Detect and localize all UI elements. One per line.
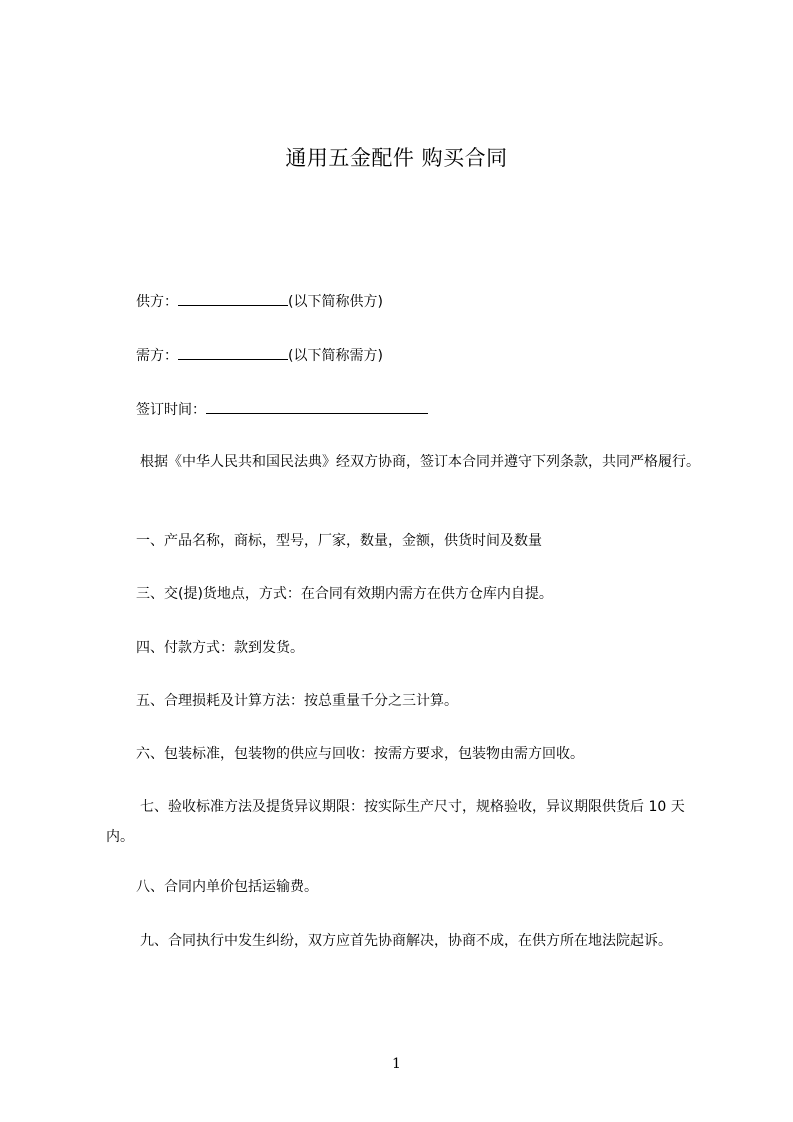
preamble-text: 根据《中华人民共和国民法典》经双方协商，签订本合同并遵守下列条款，共同严格履行。 bbox=[140, 454, 700, 470]
clause-5 bbox=[106, 686, 706, 716]
supplier-label: 供方： bbox=[136, 294, 178, 310]
supplier-blank bbox=[178, 291, 288, 306]
clause-6 bbox=[106, 739, 706, 769]
clause-text: 三、交(提)货地点，方式：在合同有效期内需方在供方仓库内自提。 bbox=[136, 586, 553, 602]
sign-date-blank bbox=[206, 399, 428, 414]
page-number: 1 bbox=[392, 1056, 401, 1072]
clause-text: 一、产品名称，商标，型号，厂家，数量，金额，供货时间及数量 bbox=[136, 533, 542, 549]
supplier-line bbox=[136, 291, 383, 312]
supplier-suffix: (以下简称供方) bbox=[288, 294, 383, 310]
clause-text: 七、验收标准方法及提货异议期限：按实际生产尺寸，规格验收，异议期限供货后 10 天内。 bbox=[106, 799, 685, 845]
clause-text: 四、付款方式：款到发货。 bbox=[136, 640, 304, 656]
clause-3 bbox=[106, 579, 706, 609]
buyer-line bbox=[136, 345, 383, 366]
clause-9 bbox=[106, 926, 706, 956]
buyer-suffix: (以下简称需方) bbox=[288, 348, 383, 364]
buyer-label: 需方： bbox=[136, 348, 178, 364]
document-title: 通用五金配件 购买合同 bbox=[285, 146, 508, 170]
sign-date-label: 签订时间： bbox=[136, 402, 206, 418]
clause-text: 六、包装标准，包装物的供应与回收：按需方要求，包装物由需方回收。 bbox=[136, 746, 584, 762]
clause-1 bbox=[106, 526, 706, 556]
clause-text: 八、合同内单价包括运输费。 bbox=[136, 879, 318, 895]
preamble-paragraph bbox=[106, 447, 706, 477]
sign-date-line bbox=[136, 399, 428, 420]
clause-7 bbox=[106, 792, 706, 852]
clause-8 bbox=[106, 872, 706, 902]
clause-4 bbox=[106, 633, 706, 663]
buyer-blank bbox=[178, 345, 288, 360]
clause-text: 九、合同执行中发生纠纷，双方应首先协商解决，协商不成，在供方所在地法院起诉。 bbox=[140, 933, 672, 949]
clause-text: 五、合理损耗及计算方法：按总重量千分之三计算。 bbox=[136, 693, 458, 709]
